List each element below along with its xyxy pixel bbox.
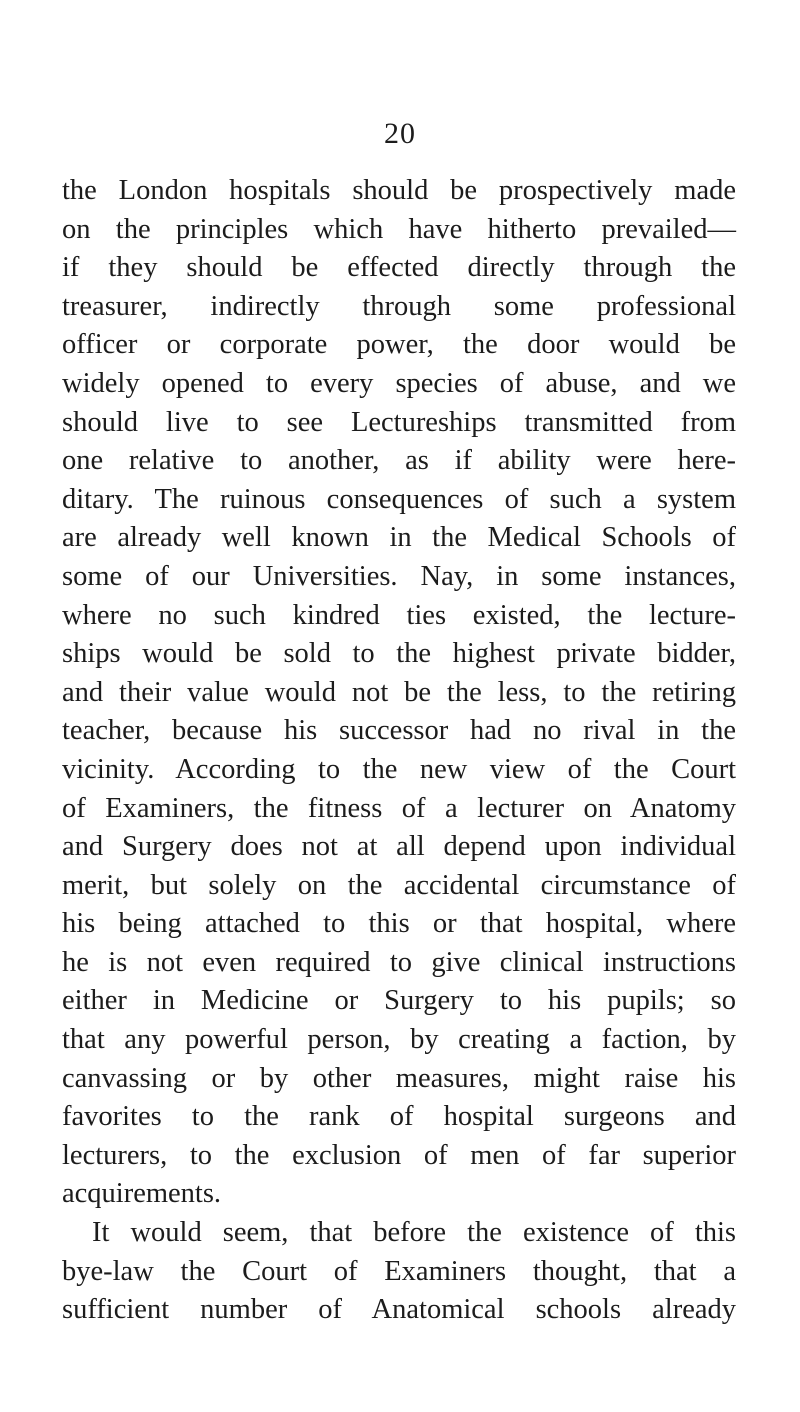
text-line: vicinity. According to the new view of the Court (62, 753, 736, 785)
text-line: merit, but solely on the accidental circumstance of (62, 869, 736, 901)
body-text (62, 172, 736, 1330)
text-line: sufficient number of Anatomical schools already (62, 1294, 736, 1326)
text-line: acquirements. (62, 1178, 222, 1210)
text-line: lecturers, to the exclusion of men of far superior (62, 1139, 736, 1171)
text-line: ships would be sold to the highest private bidder, (62, 638, 736, 670)
text-line: of Examiners, the fitness of a lecturer on Anatomy (62, 792, 736, 824)
text-line: It would seem, that before the existence of this (92, 1217, 736, 1249)
text-line: one relative to another, as if ability were here- (62, 445, 736, 477)
text-line: should live to see Lectureships transmitted from (62, 406, 736, 438)
text-line: and Surgery does not at all depend upon individual (62, 831, 736, 863)
text-line: bye-law the Court of Examiners thought, that a (62, 1255, 736, 1287)
text-line: teacher, because his successor had no rival in the (62, 715, 736, 747)
text-line: some of our Universities. Nay, in some instances, (62, 560, 736, 592)
page-number: 20 (384, 117, 416, 150)
text-line: that any powerful person, by creating a faction, by (62, 1024, 736, 1056)
text-line: the London hospitals should be prospectively made (62, 175, 736, 206)
text-line: canvassing or by other measures, might raise his (62, 1062, 736, 1094)
text-line: widely opened to every species of abuse, and we (62, 367, 736, 399)
text-line: and their value would not be the less, to the retiring (62, 676, 736, 708)
text-line: favorites to the rank of hospital surgeons and (62, 1101, 736, 1133)
text-line: ditary. The ruinous consequences of such a system (62, 483, 736, 515)
text-line: treasurer, indirectly through some professional (62, 290, 736, 322)
text-line: officer or corporate power, the door would be (62, 329, 736, 361)
text-line: where no such kindred ties existed, the lecture- (62, 599, 736, 631)
text-line: he is not even required to give clinical instructions (62, 946, 736, 978)
text-line: his being attached to this or that hospital, where (62, 908, 736, 940)
text-line: on the principles which have hitherto prevailed— (62, 213, 736, 245)
text-line: are already well known in the Medical Schools of (62, 522, 736, 554)
text-line: either in Medicine or Surgery to his pupils; so (62, 985, 736, 1017)
text-line: if they should be effected directly through the (62, 252, 736, 284)
